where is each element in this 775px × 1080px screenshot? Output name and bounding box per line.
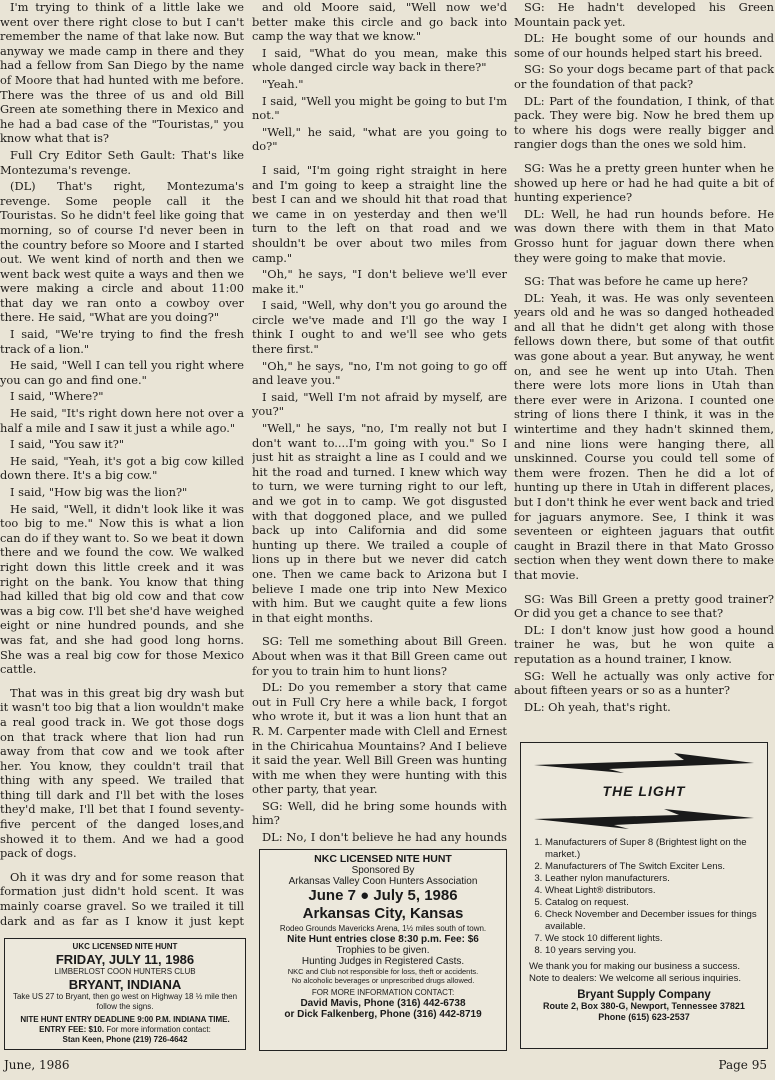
ukc-ad-contact-label: For more information contact: <box>106 1025 211 1034</box>
nkc-ad-contact-label: FOR MORE INFORMATION CONTACT: <box>311 988 455 997</box>
ukc-ad-club: LIMBERLOST COON HUNTERS CLUB <box>54 967 196 976</box>
article-paragraph: I said, "You saw it?" <box>10 437 125 452</box>
article-paragraph: DL: I don't know just how good a hound trainer he was, but he won quite a reputation as a hound trainer, I know. <box>514 622 774 666</box>
nkc-ad-dates: June 7 ● July 5, 1986 <box>308 887 458 904</box>
the-light-title: THE LIGHT <box>602 783 686 799</box>
article-paragraph: I said, "How big was the lion?" <box>10 485 188 499</box>
list-item: 8. 10 years serving you. <box>545 945 759 957</box>
article-column-3 <box>514 0 774 740</box>
ukc-ad-deadline: NITE HUNT ENTRY DEADLINE 9:00 P.M. INDIANA TIME. <box>20 1015 230 1024</box>
ukc-nite-hunt-ad <box>4 938 246 1050</box>
article-paragraph: Full Cry Editor Seth Gault: That's like Montezuma's revenge. <box>0 147 244 177</box>
list-item: 7. We stock 10 different lights. <box>545 933 759 945</box>
ukc-ad-contact: Stan Keen, Phone (219) 726-4642 <box>62 1035 188 1044</box>
nkc-ad-contact-2: or Dick Falkenberg, Phone (316) 442-8719 <box>284 1009 482 1020</box>
article-paragraph: DL: Part of the foundation, I think, of that pack. They were big. Now he bred them up to where his dogs were really bigger and rangier dogs than the ones we sold him. <box>514 93 774 152</box>
article-paragraph: He said, "Well, it didn't look like it was too big to me." Now this is what a lion can do if they want to. So we beat it down there and we found the cow. We walked right down this little creek and it was right on the bank. You know that thing had killed that big old cow and that cow was a big cow. I'll bet she'd have weighed eight or nine hundred pounds, and she was fat, and she had good long horns. She was a real big cow for those Mexico cattle. <box>0 501 244 677</box>
article-paragraph: I said, "Well you might be going to but I'm not." <box>252 93 507 123</box>
nkc-ad-disclaimer: NKC and Club not responsible for loss, theft or accidents. <box>287 967 479 976</box>
list-item: 2. Manufacturers of The Switch Exciter Lens. <box>545 861 759 873</box>
ukc-ad-location: BRYANT, INDIANA <box>68 977 182 992</box>
nkc-ad-city: Arkansas City, Kansas <box>302 905 464 922</box>
article-paragraph: He said, "Well I can tell you right where you can go and find one." <box>0 358 244 387</box>
article-paragraph: He said, "Yeah, it's got a big cow killed down there. It's a big cow." <box>0 453 244 483</box>
list-item: 3. Leather nylon manufacturers. <box>545 873 759 885</box>
the-light-phone: Phone (615) 623-2537 <box>598 1012 690 1022</box>
article-paragraph: DL: No, I don't believe he had any hounds <box>262 830 507 845</box>
nkc-ad-sponsored: Sponsored By <box>351 865 415 876</box>
nkc-ad-sponsor: Arkansas Valley Coon Hunters Association <box>288 876 478 887</box>
article-paragraph: SG: Was he a pretty green hunter when he showed up here or had he had quite a bit of hunting experience? <box>514 160 774 205</box>
article-paragraph: "Well," he says, "no, I'm really not but I don't want to....I'm going with you." So I just hit as straight a line as I could and we hit the road and turned. I knew which way to turn, we were turning right to our left, and we got in to camp. We got disgusted with that doggoned place, and we pulled back up into California and did some hunting up there. We trailed a couple of lions up in there but we never did catch one. Then we came back to Arizona but I believe I made one trip into New Mexico with him. But we caught quite a few lions in that eight months. <box>252 421 507 625</box>
page-number: Page 95 <box>718 1058 767 1072</box>
article-paragraph: DL: Do you remember a story that came out in Full Cry here a while back, I forgot who wrote it, but it was a lion hunt that an R. M. Carpenter made with Clell and Ernest in the Chiricahua Mountains? And I believe it said the year. Well Bill Green was hunting with me when they were hunting with this other party, that year. <box>252 680 507 797</box>
article-paragraph: Oh it was dry and for some reason that formation just didn't hold scent. It was mainly coarse gravel. So we trailed it till dark and as far as I know it just kept <box>0 869 244 928</box>
article-paragraph: (DL) That's right, Montezuma's revenge. Some people call it the Touristas. So he didn't feel like going that morning, so of course I'd never been in the country before so Moore and I started out. We went kind of north and then we went back west quite a ways and then we were making a circle and about 11:00 that day we ran onto a cowboy over there. He said, "What are you doing?" <box>0 179 244 325</box>
the-light-address: Route 2, Box 380-G, Newport, Tennessee 37821 <box>543 1001 745 1011</box>
nkc-ad-trophies: Trophies to be given. <box>336 945 430 956</box>
article-paragraph: He said, "It's right down here not over a half a mile and I saw it just a while ago." <box>0 406 244 435</box>
article-paragraph: SG: So your dogs became part of that pack or the foundation of that pack? <box>514 62 774 91</box>
article-paragraph: and old Moore said, "Well now we'd better make this circle and go back into camp the way that we know." <box>252 0 507 44</box>
lightning-bolt-icon <box>534 751 754 775</box>
list-item: 6. Check November and December issues for things available. <box>545 909 759 933</box>
article-paragraph: SG: Well he actually was only active for about fifteen years or so as a hunter? <box>514 668 774 698</box>
article-paragraph: That was in this great big dry wash but it wasn't too big that a lion wouldn't make a real good track in. We got those dogs on that track where that lion had run away from that cow and we took after her. You know, they couldn't trail that thing with any speed. We trailed that thing till dark and I'll bet with the loses they'd make, I'll bet that I found seventy-five percent of the danged loses,and showed it to them. And we had a good pack of dogs. <box>0 685 244 861</box>
article-paragraph: SG: That was before he came up here? <box>524 274 748 289</box>
article-paragraph: I said, "I'm going right straight in here and I'm going to keep a straight line the best I can and we should hit that road that we came in on yesterday and then we'll turn to the left on that road and we shouldn't be over about two miles from camp." <box>252 162 507 265</box>
nkc-ad-rules: No alcoholic beverages or unprescribed drugs allowed. <box>291 976 475 985</box>
nkc-ad-contact-1: David Mavis, Phone (316) 442-6738 <box>300 998 466 1009</box>
article-paragraph: "Yeah." <box>262 76 304 91</box>
article-paragraph: "Well," he said, "what are you going to do?" <box>252 124 507 154</box>
article-paragraph: I said, "Well I'm not afraid by myself, are you?" <box>252 389 507 419</box>
article-paragraph: DL: Oh yeah, that's right. <box>524 699 671 714</box>
nkc-ad-heading: NKC LICENSED NITE HUNT <box>314 853 452 865</box>
nkc-ad-grounds: Rodeo Grounds Mavericks Arena, 1½ miles south of town. <box>279 924 487 933</box>
article-column-1 <box>0 0 244 930</box>
nkc-ad-judges: Hunting Judges in Registered Casts. <box>301 956 465 967</box>
article-paragraph: SG: Was Bill Green a pretty good trainer? Or did you get a chance to see that? <box>514 591 774 621</box>
list-item: 4. Wheat Light® distributors. <box>545 885 759 897</box>
ukc-ad-directions: Take US 27 to Bryant, then go west on Highway 18 ½ mile then follow the signs. <box>12 992 238 1011</box>
list-item: 5. Catalog on request. <box>545 897 759 909</box>
ukc-ad-date: FRIDAY, JULY 11, 1986 <box>55 952 195 967</box>
article-paragraph: I said, "Where?" <box>10 389 104 404</box>
article-paragraph: "Oh," he says, "no, I'm not going to go off and leave you." <box>252 358 507 388</box>
lightning-bolt-icon <box>534 807 754 831</box>
article-paragraph: DL: Well, he had run hounds before. He was down there with them in that Mato Grosso hunt for jaguar down there when they were going to make that movie. <box>514 206 774 265</box>
article-paragraph: I said, "We're trying to find the fresh track of a lion." <box>0 327 244 356</box>
article-paragraph: SG: He hadn't developed his Green Mountain pack yet. <box>514 0 774 29</box>
ukc-ad-fee: ENTRY FEE: $10. <box>39 1025 105 1034</box>
article-paragraph: I said, "What do you mean, make this whole danged circle way back in there?" <box>252 45 507 75</box>
article-paragraph: "Oh," he says, "I don't believe we'll ever make it." <box>252 267 507 296</box>
article-paragraph: SG: Tell me something about Bill Green. About when was it that Bill Green came out for you to train him to hunt lions? <box>252 634 507 678</box>
the-light-thanks: We thank you for making our business a success. Note to dealers: We welcome all serious inquiries. <box>529 961 742 984</box>
footer-date: June, 1986 <box>4 1058 70 1072</box>
the-light-company: Bryant Supply Company <box>577 989 711 1001</box>
the-light-list <box>545 837 759 957</box>
article-column-2 <box>252 0 507 845</box>
article-paragraph: DL: He bought some of our hounds and some of our hounds helped start his breed. <box>514 31 774 60</box>
article-paragraph: SG: Well, did he bring some hounds with him? <box>252 798 507 828</box>
nkc-ad-entries: Nite Hunt entries close 8:30 p.m. Fee: $6 <box>287 934 479 945</box>
article-paragraph: DL: Yeah, it was. He was only seventeen years old and he was so danged hotheaded and all that he didn't get along with those fellows down there, but some of that outfit was gone about a year. But anyway, he went on, and see he went up into Utah. Then there were lots more lions in Utah than there ever were in Arizona. I counted one string of lions there I think, it was in the wintertime and they hadn't skinned them, and nine lions were hanging there, all unskinned. Course you could tell some of them were frozen. Then he did a lot of hunting up there in Utah in different places, but I don't think he ever went back and tried for jaguars anymore. See, I think it was seventeen or eighteen jaguars that outfit caught in Brazil there in that Mato Grosso section when they went down there to make that movie. <box>514 290 774 582</box>
the-light-ad <box>520 742 768 1049</box>
article-paragraph: I'm trying to think of a little lake we went over there right close to but I can't remember the name of that lake now. But anyway we made camp in there and they had a fellow from San Diego by the name of Moore that had hunted with me before. There was the three of us and old Bill Green ate something there in Mexico and he had a bad case of the "Touristas," you know what that is? <box>0 0 244 146</box>
article-paragraph: I said, "Well, why don't you go around the circle we've made and I'll go the way I think I ought to and we'll see who gets there first." <box>252 298 507 357</box>
list-item: 1. Manufacturers of Super 8 (Brightest light on the market.) <box>545 837 759 861</box>
nkc-nite-hunt-ad <box>259 849 507 1051</box>
ukc-ad-heading: UKC LICENSED NITE HUNT <box>72 942 178 951</box>
